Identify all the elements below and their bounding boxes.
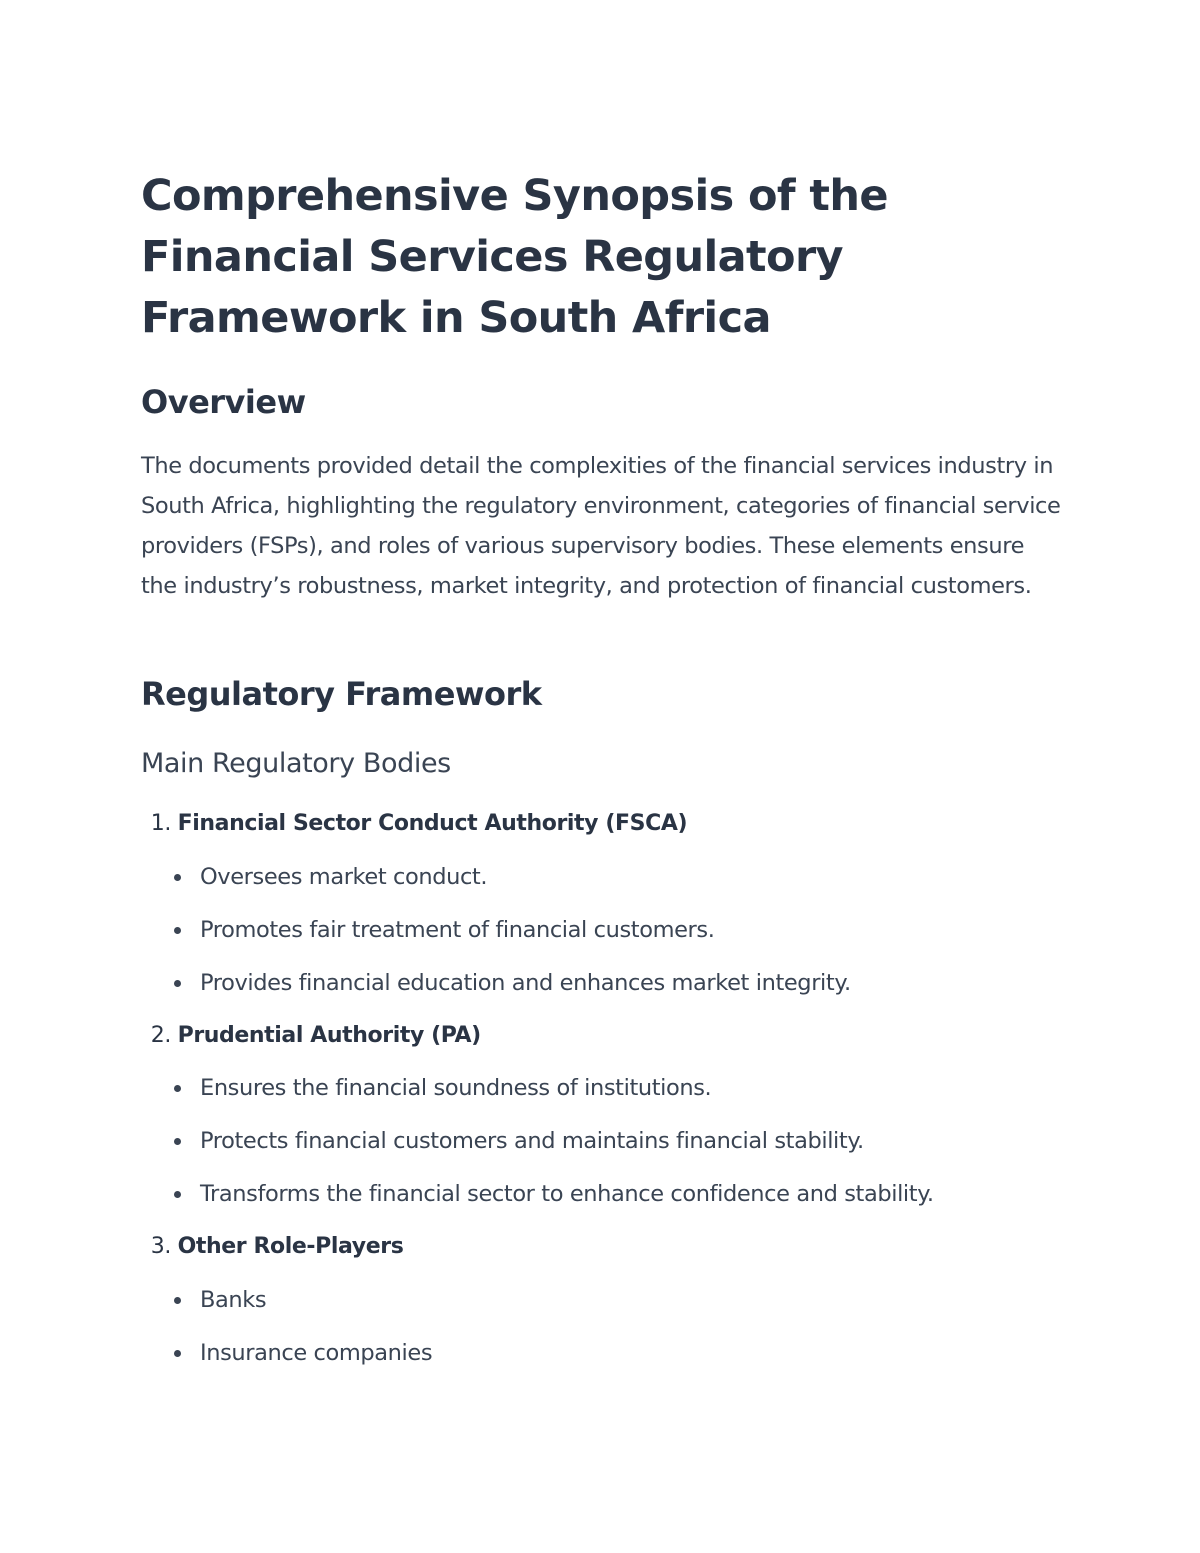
- bullet-text: Provides financial education and enhances market integrity.: [200, 970, 851, 996]
- bullet-icon: [174, 927, 181, 934]
- list-number: 3.: [150, 1234, 171, 1259]
- title-line: Comprehensive Synopsis of the: [141, 171, 888, 221]
- bullet-text: Transforms the financial sector to enhance confidence and stability.: [200, 1181, 934, 1207]
- overview-heading: Overview: [141, 383, 306, 421]
- bullet-text: Ensures the financial soundness of institutions.: [200, 1075, 712, 1101]
- bullet-icon: [174, 980, 181, 987]
- list-number: 2.: [150, 1023, 171, 1048]
- bullet-text: Protects financial customers and maintains financial stability.: [200, 1128, 864, 1154]
- bullet-text: Promotes fair treatment of financial customers.: [200, 917, 715, 943]
- regulatory-body-name: Prudential Authority (PA): [177, 1023, 481, 1048]
- bullet-text: Oversees market conduct.: [200, 864, 488, 890]
- regulatory-body-name: Financial Sector Conduct Authority (FSCA): [177, 811, 688, 836]
- title-line: Financial Services Regulatory: [141, 232, 843, 282]
- regulatory-body-item: [141, 1016, 481, 1056]
- overview-paragraph: The documents provided detail the complexities of the financial services industry in South Africa, highlighting the regulatory environment, categories of financial service providers (FSPs), and roles of various supervisory bodies. These elements ensure the industry’s robustness, market integrity, and protection of financial customers.: [141, 453, 1061, 599]
- main-regulatory-bodies-heading: Main Regulatory Bodies: [141, 748, 451, 779]
- bullet-icon: [174, 1138, 181, 1145]
- document-content: [141, 166, 1071, 1366]
- title-line: Framework in South Africa: [141, 293, 771, 343]
- list-number: 1.: [150, 811, 171, 836]
- regulatory-body-item: [141, 804, 687, 844]
- bullet-icon: [174, 1085, 181, 1092]
- bullet-icon: [174, 874, 181, 881]
- bullet-icon: [174, 1297, 181, 1304]
- bullet-text: Insurance companies: [200, 1340, 433, 1366]
- bullet-text: Banks: [200, 1287, 267, 1313]
- regulatory-body-item: [141, 1227, 403, 1267]
- regulatory-body-name: Other Role-Players: [177, 1234, 404, 1259]
- bullet-icon: [174, 1191, 181, 1198]
- regulatory-framework-heading: Regulatory Framework: [141, 675, 542, 713]
- bullet-icon: [174, 1350, 181, 1357]
- document-title: [141, 166, 1071, 349]
